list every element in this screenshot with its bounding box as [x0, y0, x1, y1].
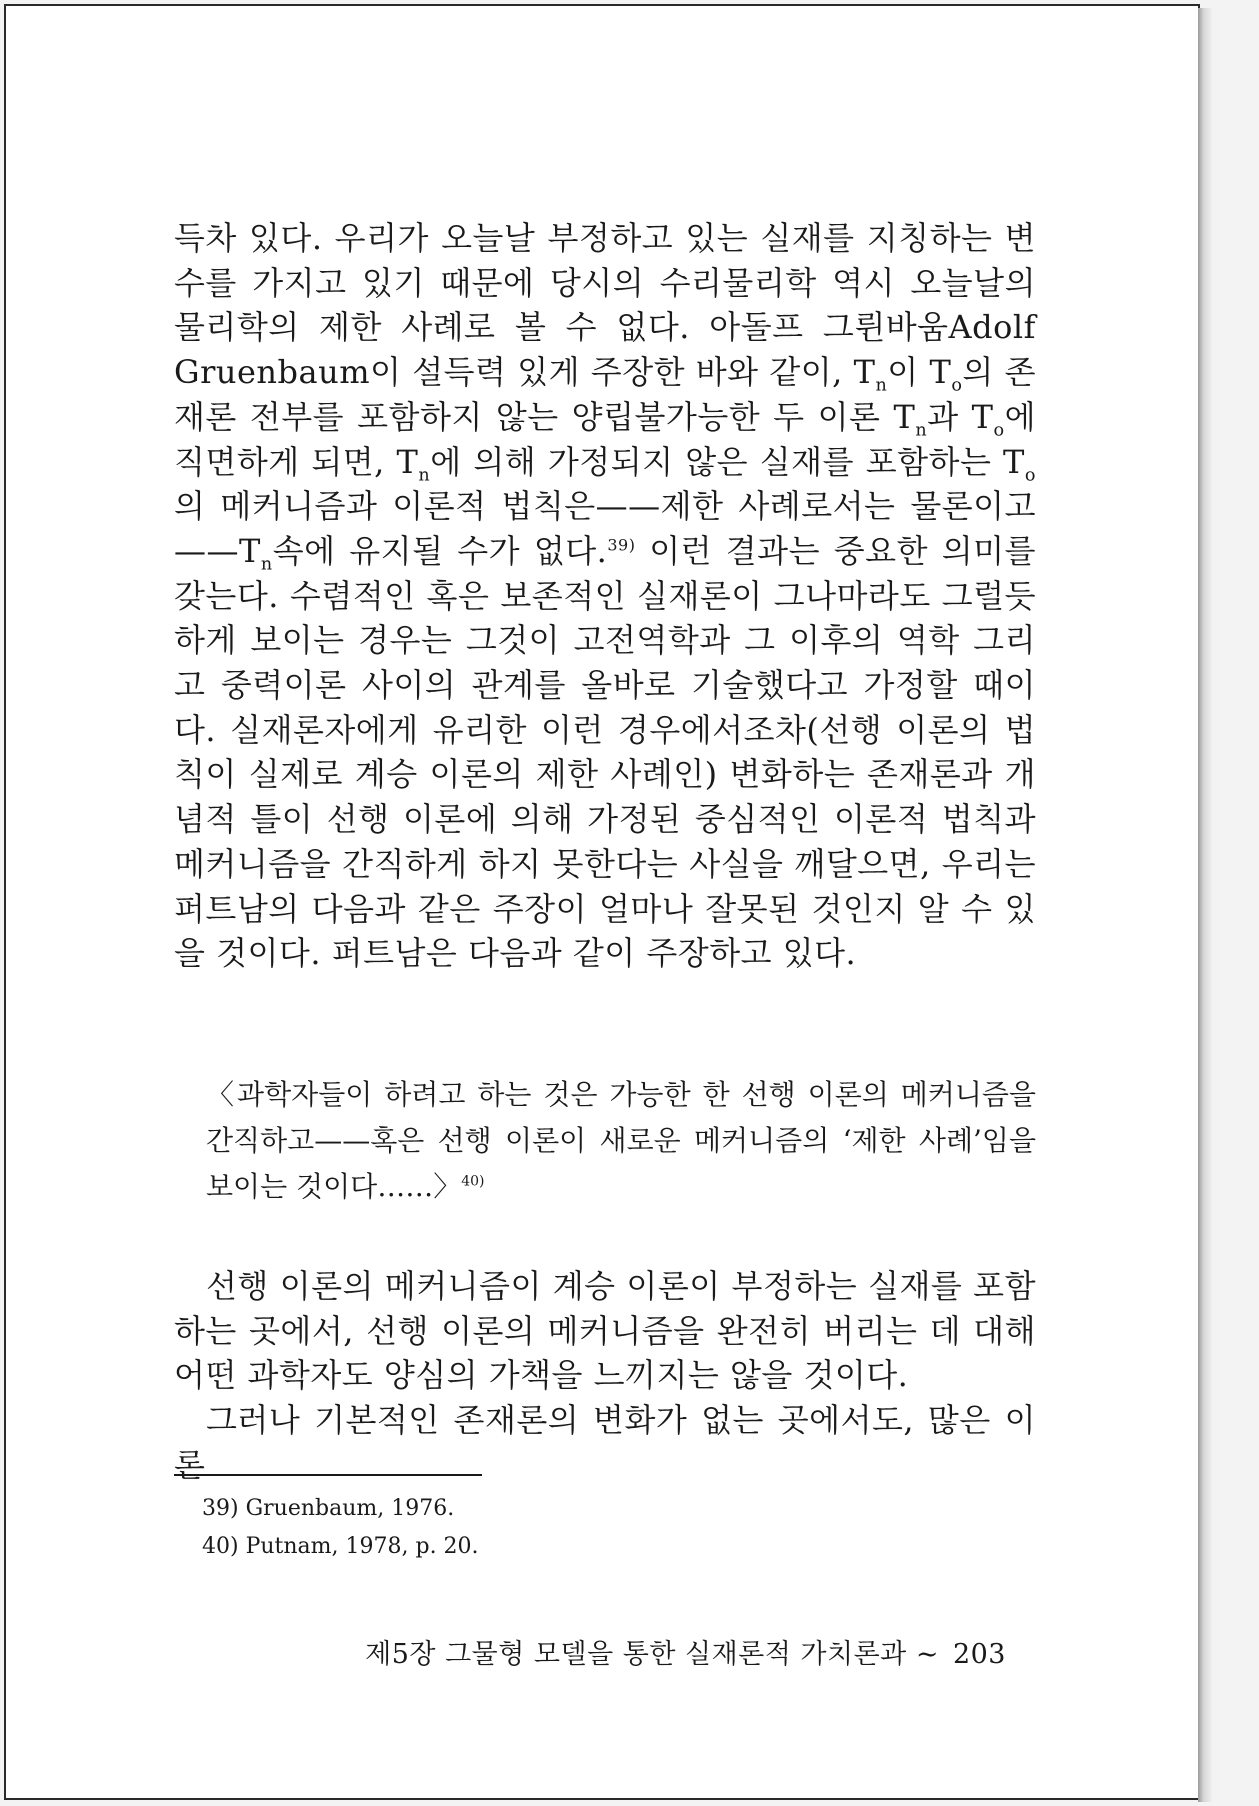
subscript: n — [915, 420, 928, 441]
footnote-ref-40: 40) — [461, 1173, 485, 1190]
page-number: 203 — [952, 1639, 1006, 1670]
subscript: n — [260, 554, 273, 575]
paragraph-text: 득차 있다. 우리가 오늘날 부정하고 있는 실재를 지칭하는 변수를 가지고 있기 때문에 당시의 수리물리학 역시 오늘날의 물리학의 제한 사례로 볼 수 없다. 아돌프 그륀바움Adolf Gruenbaum이 설득력 있게 주장한 바와 같이, T — [174, 219, 1036, 392]
subscript: n — [418, 464, 431, 485]
paragraph-text: 그러나 기본적인 존재론의 변화가 없는 곳에서도, 많은 이론 — [174, 1401, 1036, 1484]
footnote-39: 39) Gruenbaum, 1976. — [202, 1496, 455, 1521]
paragraph-text: 선행 이론의 메커니즘이 계승 이론이 부정하는 실재를 포함하는 곳에서, 선행 이론의 메커니즘을 완전히 버리는 데 대해 어떤 과학자도 양심의 가책을 느끼지는 않을 것이다. — [174, 1267, 1036, 1395]
quote-text: 〈과학자들이 하려고 하는 것은 가능한 한 선행 이론의 메커니즘을 간직하고——혹은 선행 이론이 새로운 메커니즘의 ‘제한 사례’임을 보이는 것이다……〉 — [206, 1078, 1036, 1203]
paragraph-text: 이 T — [887, 353, 952, 392]
footnote-divider — [174, 1474, 482, 1476]
body-paragraph-2 — [174, 1264, 1036, 1488]
chapter-title: 제5장 그물형 모델을 통한 실재론적 가치론과 ∼ — [365, 1639, 939, 1670]
footnote-40: 40) Putnam, 1978, p. 20. — [202, 1534, 479, 1559]
paragraph-text: 이런 결과는 중요한 의미를 갖는다. 수렴적인 혹은 보존적인 실재론이 그나마라도 그럴듯하게 보이는 경우는 그것이 고전역학과 그 이후의 역학 그리고 중력이론 사이의 관계를 올바로 기술했다고 가정할 때이다. 실재론자에게 유리한 이런 경우에서조차(선행 이론의 법칙이 실제로 계승 이론의 제한 사례인) 변화하는 존재론과 개념적 틀이 선행 이론에 의해 가정된 중심적인 이론적 법칙과 메커니즘을 간직하게 하지 못한다는 사실을 깨달으면, 우리는 퍼트남의 다음과 같은 주장이 얼마나 잘못된 것인지 알 수 있을 것이다. 퍼트남은 다음과 같이 주장하고 있다. — [174, 531, 1036, 973]
running-footer — [306, 1632, 1006, 1671]
paragraph-text: 에 직면하게 되면, T — [174, 397, 1036, 481]
block-quote — [206, 1072, 1036, 1210]
body-paragraph-1 — [174, 216, 1036, 976]
subscript: o — [951, 375, 963, 396]
paragraph-text: 과 T — [927, 397, 994, 436]
paragraph-text: 의 존재론 전부를 포함하지 않는 양립불가능한 두 이론 T — [174, 353, 1036, 436]
paragraph-text: 에 의해 가정되지 않은 실재를 포함하는 T — [430, 442, 1025, 481]
subscript: n — [875, 375, 888, 396]
footnote-ref-39: 39) — [607, 535, 636, 555]
page-edge-shadow — [1198, 8, 1212, 1802]
footnotes — [202, 1490, 479, 1566]
book-page — [4, 4, 1200, 1800]
paragraph-text: 의 메커니즘과 이론적 법칙은——제한 사례로서는 물론이고——T — [174, 487, 1036, 570]
subscript: o — [993, 420, 1005, 441]
subscript: o — [1024, 464, 1036, 485]
paragraph-text: 속에 유지될 수가 없다. — [272, 531, 608, 570]
